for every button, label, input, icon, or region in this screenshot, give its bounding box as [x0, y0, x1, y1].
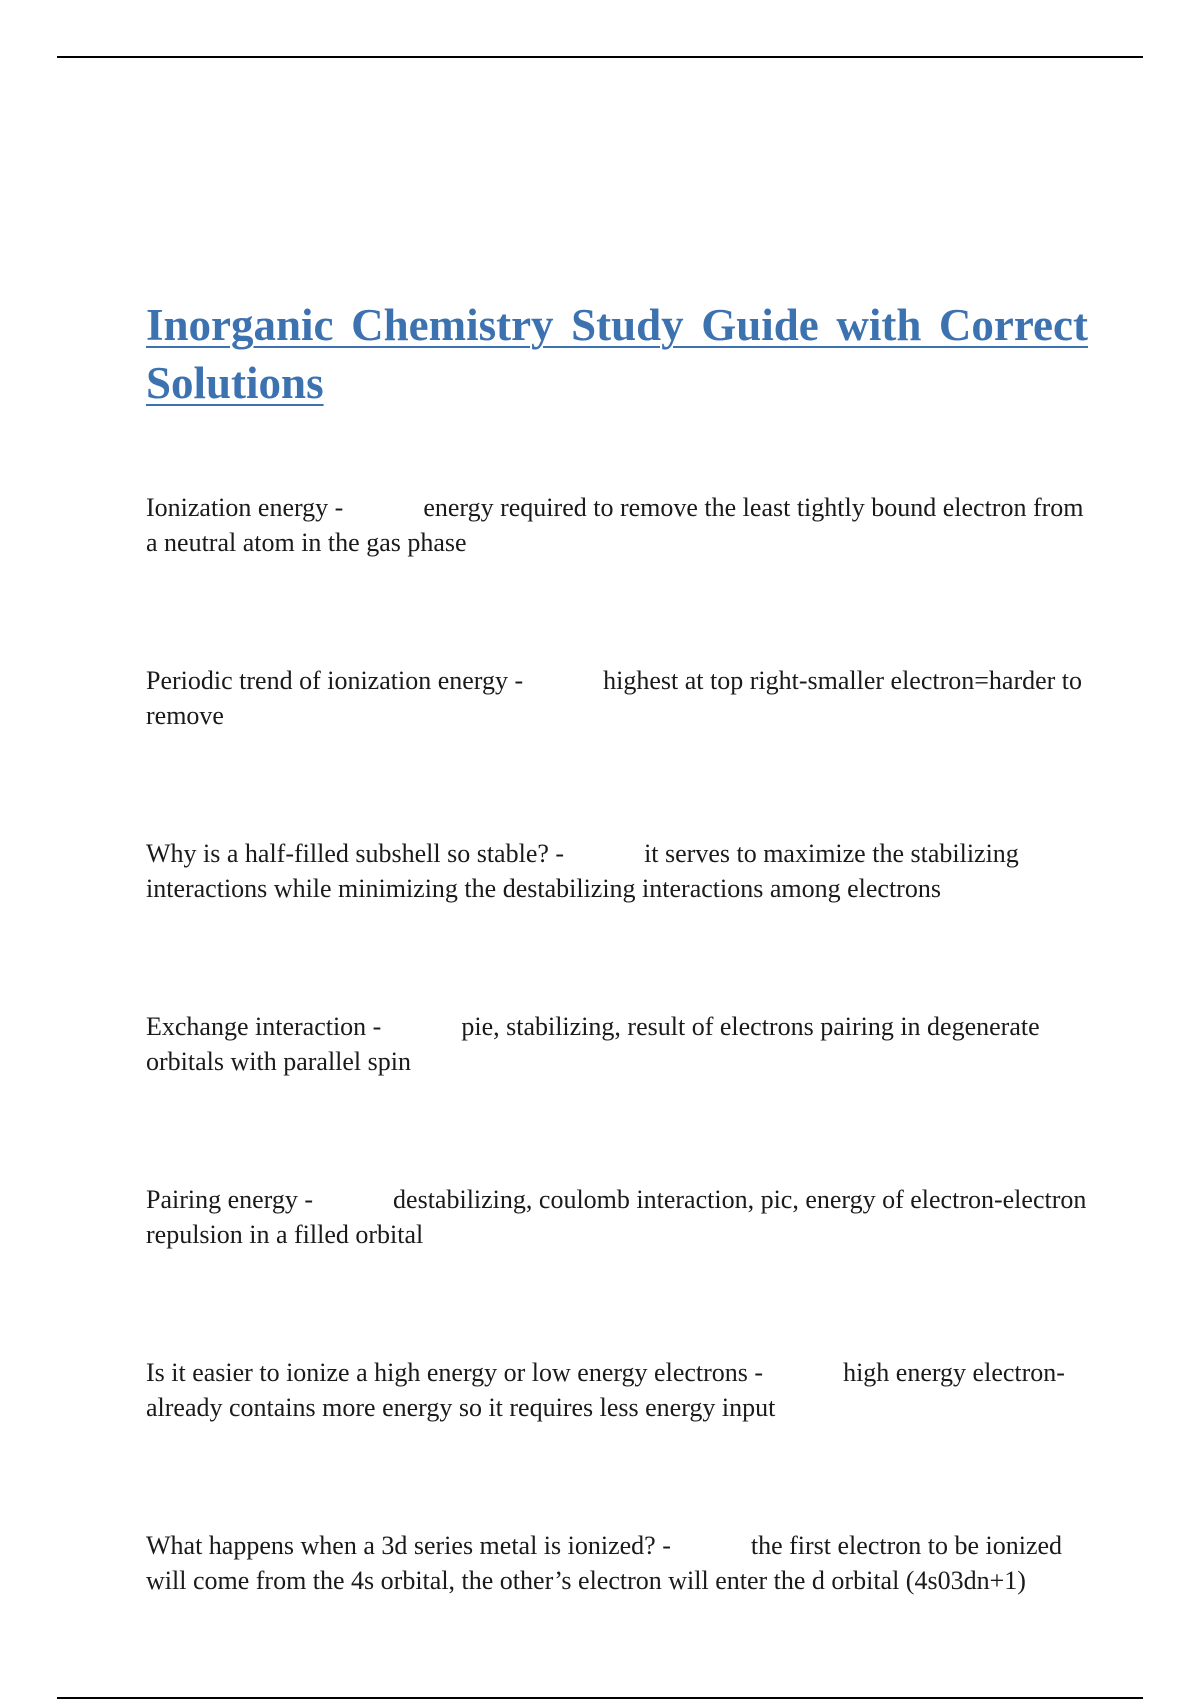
qa-question: What happens when a 3d series metal is ionized? -	[146, 1531, 671, 1560]
qa-question: Why is a half-filled subshell so stable? -	[146, 839, 565, 868]
qa-answer: high energy electron-already contains more energy so it requires less energy input	[146, 1358, 1065, 1422]
header-rule	[57, 56, 1143, 58]
document-body	[146, 296, 1088, 1701]
qa-item	[146, 1009, 1088, 1079]
document-title: Inorganic Chemistry Study Guide with Correct Solutions	[146, 300, 1088, 408]
qa-list	[146, 490, 1088, 1598]
qa-answer: it serves to maximize the stabilizing interactions while minimizing the destabilizing interactions among electrons	[146, 839, 1019, 903]
qa-question: Exchange interaction -	[146, 1012, 382, 1041]
qa-answer: energy required to remove the least tightly bound electron from a neutral atom in the gas phase	[146, 493, 1084, 557]
qa-question: Is it easier to ionize a high energy or low energy electrons -	[146, 1358, 764, 1387]
qa-answer: the first electron to be ionized will come from the 4s orbital, the other’s electron will enter the d orbital (4s03dn+1)	[146, 1531, 1063, 1595]
qa-item	[146, 836, 1088, 906]
qa-item	[146, 1182, 1088, 1252]
qa-answer: highest at top right-smaller electron=harder to remove	[146, 666, 1083, 730]
qa-item	[146, 663, 1088, 733]
qa-item	[146, 490, 1088, 560]
qa-item	[146, 1355, 1088, 1425]
qa-answer: pie, stabilizing, result of electrons pairing in degenerate orbitals with parallel spin	[146, 1012, 1040, 1076]
qa-question: Pairing energy -	[146, 1185, 314, 1214]
footer-rule	[57, 1697, 1143, 1699]
qa-question: Periodic trend of ionization energy -	[146, 666, 524, 695]
qa-question: Ionization energy -	[146, 493, 344, 522]
qa-item	[146, 1528, 1088, 1598]
qa-answer: destabilizing, coulomb interaction, pic, energy of electron-electron repulsion in a filled orbital	[146, 1185, 1087, 1249]
